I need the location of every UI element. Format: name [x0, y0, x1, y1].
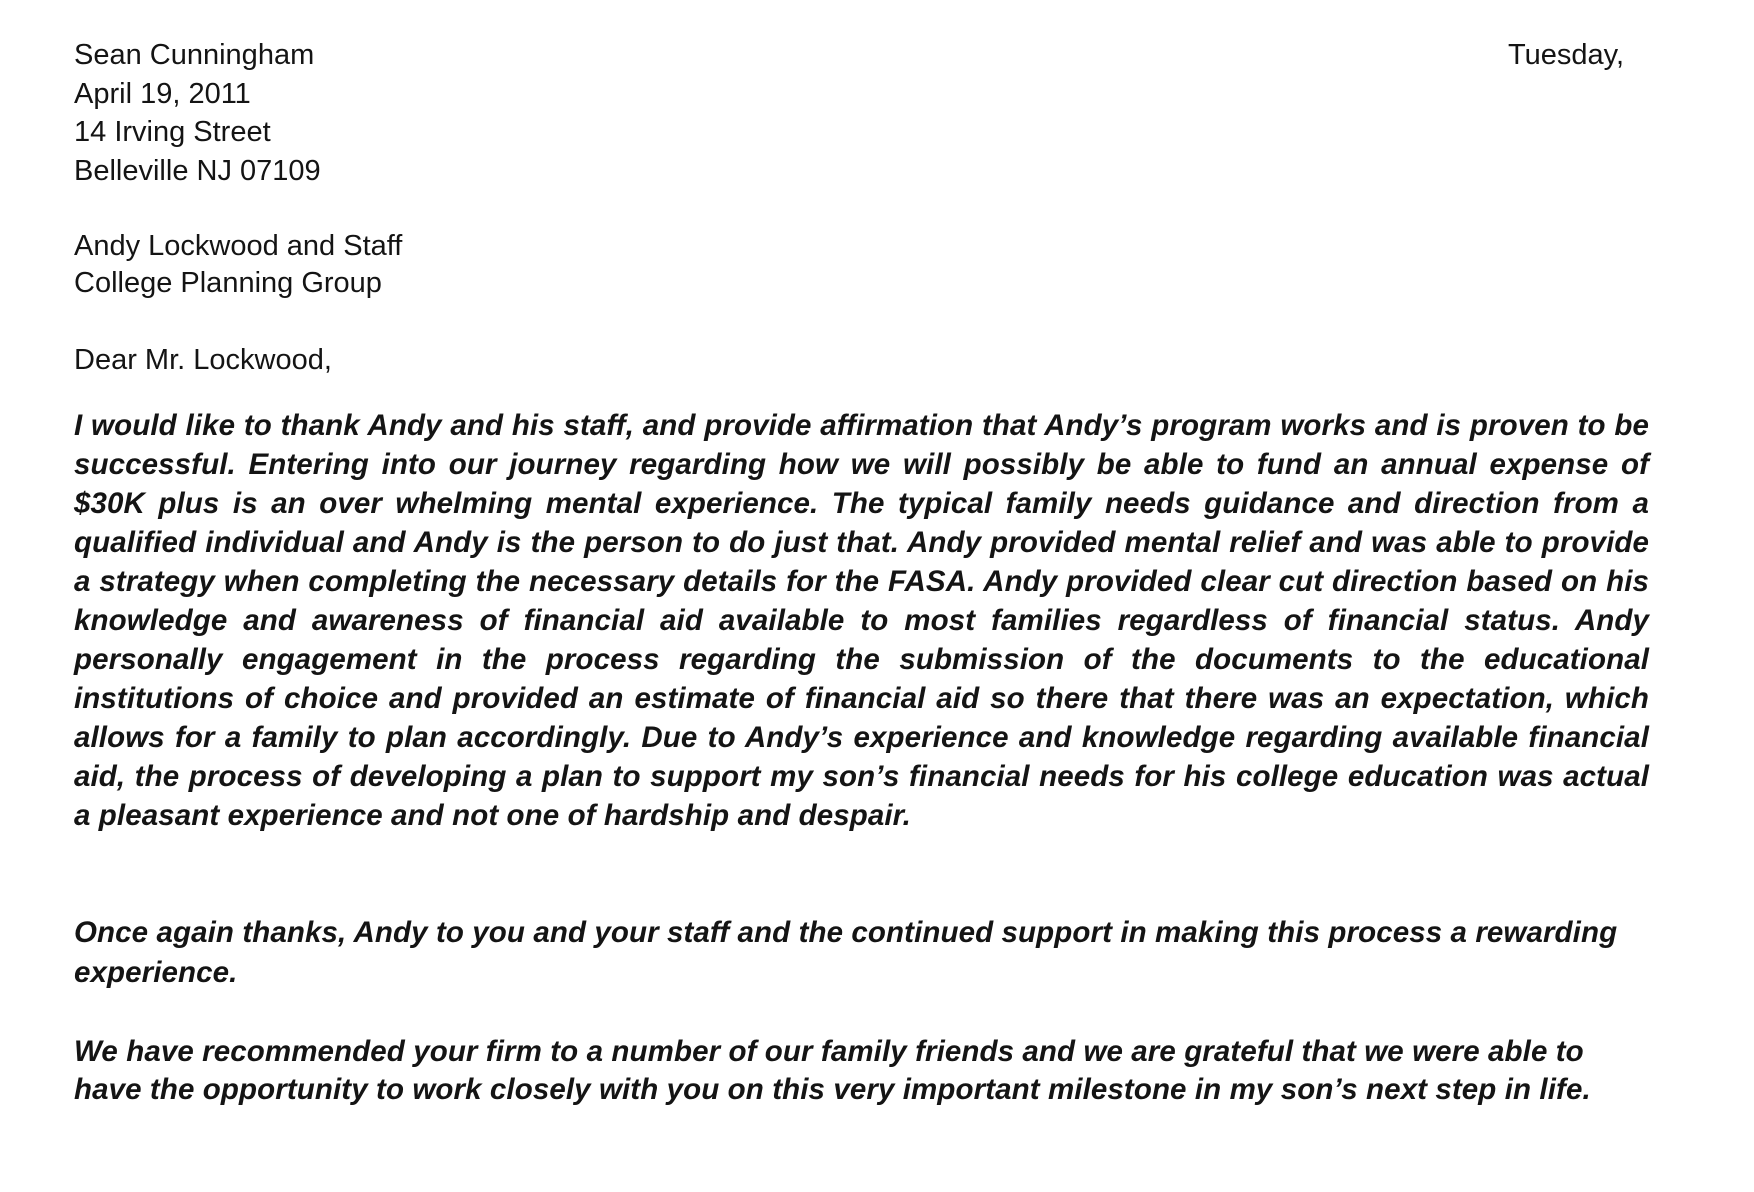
recipient-line-1: Andy Lockwood and Staff: [74, 230, 403, 262]
body-paragraph-3: We have recommended your firm to a number of our family friends and we are grateful that we were able to have the opportunity to work closely with you on this very important milestone in my son’s next step in life.: [74, 1035, 1591, 1106]
body-paragraph-1: I would like to thank Andy and his staff, and provide affirmation that Andy’s program works and is proven to be successful. Entering into our journey regarding how we will possibly be able to fund an annual expense of $30K plus is an over whelming mental experience. The typical family needs guidance and direction from a qualified individual and Andy is the person to do just that. Andy provided mental relief and was able to provide a strategy when completing the necessary details for the FASA. Andy provided clear cut direction based on his knowledge and awareness of financial aid available to most families regardless of financial status. Andy personally engagement in the process regarding the submission of the documents to the educational institutions of choice and provided an estimate of financial aid so there that there was an expectation, which allows for a family to plan accordingly. Due to Andy’s experience and knowledge regarding available financial aid, the process of developing a plan to support my son’s financial needs for his college education was actual a pleasant experience and not one of hardship and despair.: [74, 409, 1649, 832]
sender-city-state-zip: Belleville NJ 07109: [74, 154, 321, 187]
recipient-address-block: [74, 228, 402, 302]
letter-weekday: Tuesday,: [1508, 39, 1625, 71]
salutation: Dear Mr. Lockwood,: [74, 344, 332, 376]
recipient-line-2: College Planning Group: [74, 267, 382, 299]
sender-street: 14 Irving Street: [74, 116, 271, 148]
body-paragraph-2: Once again thanks, Andy to you and your staff and the continued support in making this process a rewarding experience.: [74, 916, 1618, 989]
sender-address-block: [74, 36, 321, 190]
sender-name: Sean Cunningham: [74, 39, 315, 71]
letter-date: April 19, 2011: [74, 77, 251, 110]
